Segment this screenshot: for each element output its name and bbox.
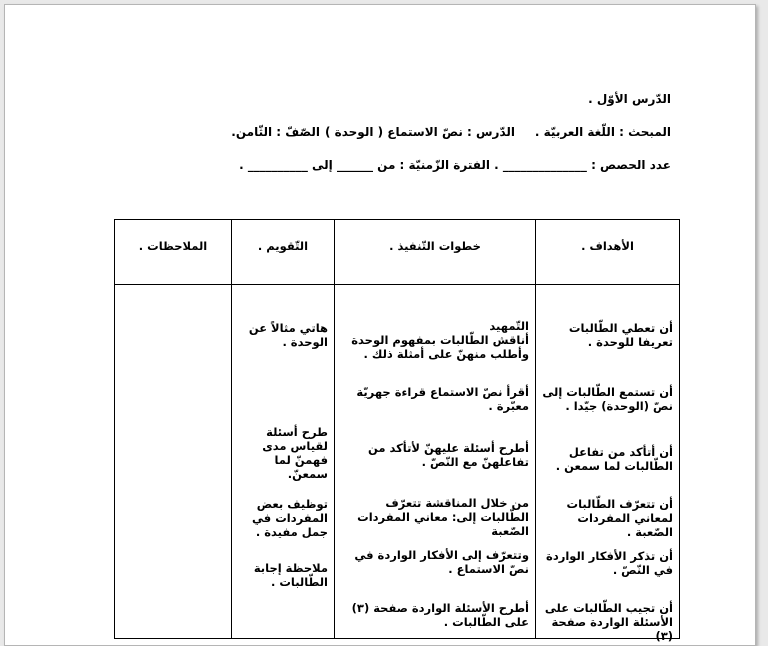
header-notes: الملاحظات . (115, 220, 232, 285)
table-row (115, 285, 680, 639)
grade-field: الصّفّ : الثّامن. (231, 125, 320, 139)
evaluation-item: توظيف بعض المفردات في جمل مفيدة . (252, 497, 328, 539)
document-page (4, 4, 756, 646)
header-steps: خطوات التّنفيذ . (335, 220, 536, 285)
subject-field: المبحث : اللّغة العربيّة . (534, 125, 671, 139)
header-objectives: الأهداف . (536, 220, 680, 285)
evaluation-item: هاتي مثالاً عن الوحدة . (248, 321, 328, 349)
lesson-title: الدّرس الأوّل . (588, 92, 671, 106)
sessions-period-line: عدد الحصص : ______________ . الفترة الزّمنيّة : من ______ إلى __________ . (239, 158, 671, 172)
step-item: وتتعرّف إلى الأفكار الواردة في نصّ الاستماع . (354, 548, 529, 576)
table-header-row (115, 220, 680, 285)
objective-item: أن تذكر الأفكار الواردة في النّصّ . (546, 549, 673, 577)
objective-item: أن تجيب الطّالبات على الأسئلة الواردة صفحة (٣) (544, 601, 673, 643)
step-item: من خلال المناقشة تتعرّف الطّالبات إلى: معاني المفردات الصّعبة (357, 496, 529, 538)
header-evaluation: التّقويم . (232, 220, 335, 285)
notes-cell (115, 285, 232, 639)
step-item: أقرأ نصّ الاستماع قراءة جهريّة معبّرة . (356, 385, 529, 413)
objective-item: أن تستمع الطّالبات إلى نصّ (الوحدة) جيّدا . (542, 385, 673, 413)
objective-item: أن تتعرّف الطّالبات لمعاني المفردات الصّعبة . (566, 497, 673, 539)
objectives-cell (536, 285, 680, 643)
objective-item: أن تعطي الطّالبات تعريفا للوحدة . (568, 321, 673, 349)
step-item: التّمهيد أناقش الطّالبات بمفهوم الوحدة وأطلب منهنّ على أمثلة ذلك . (351, 319, 529, 361)
step-item: أطرح أسئلة عليهنّ لأتأكد من تفاعلهنّ مع النّصّ . (367, 441, 529, 469)
steps-cell (335, 285, 536, 639)
lesson-plan-table (114, 219, 680, 643)
step-item: أطرح الأسئلة الواردة صفحة (٣) على الطّالبات . (351, 601, 529, 629)
evaluation-item: ملاحظة إجابة الطّالبات . (253, 561, 328, 589)
lesson-field: الدّرس : نصّ الاستماع ( الوحدة ) (324, 125, 515, 139)
evaluation-cell (232, 285, 335, 639)
objective-item: أن أتأكد من تفاعل الطّالبات لما سمعن . (555, 445, 673, 473)
evaluation-item: طرح أسئلة لقياس مدى فهمنّ لما سمعنّ. (262, 425, 328, 481)
